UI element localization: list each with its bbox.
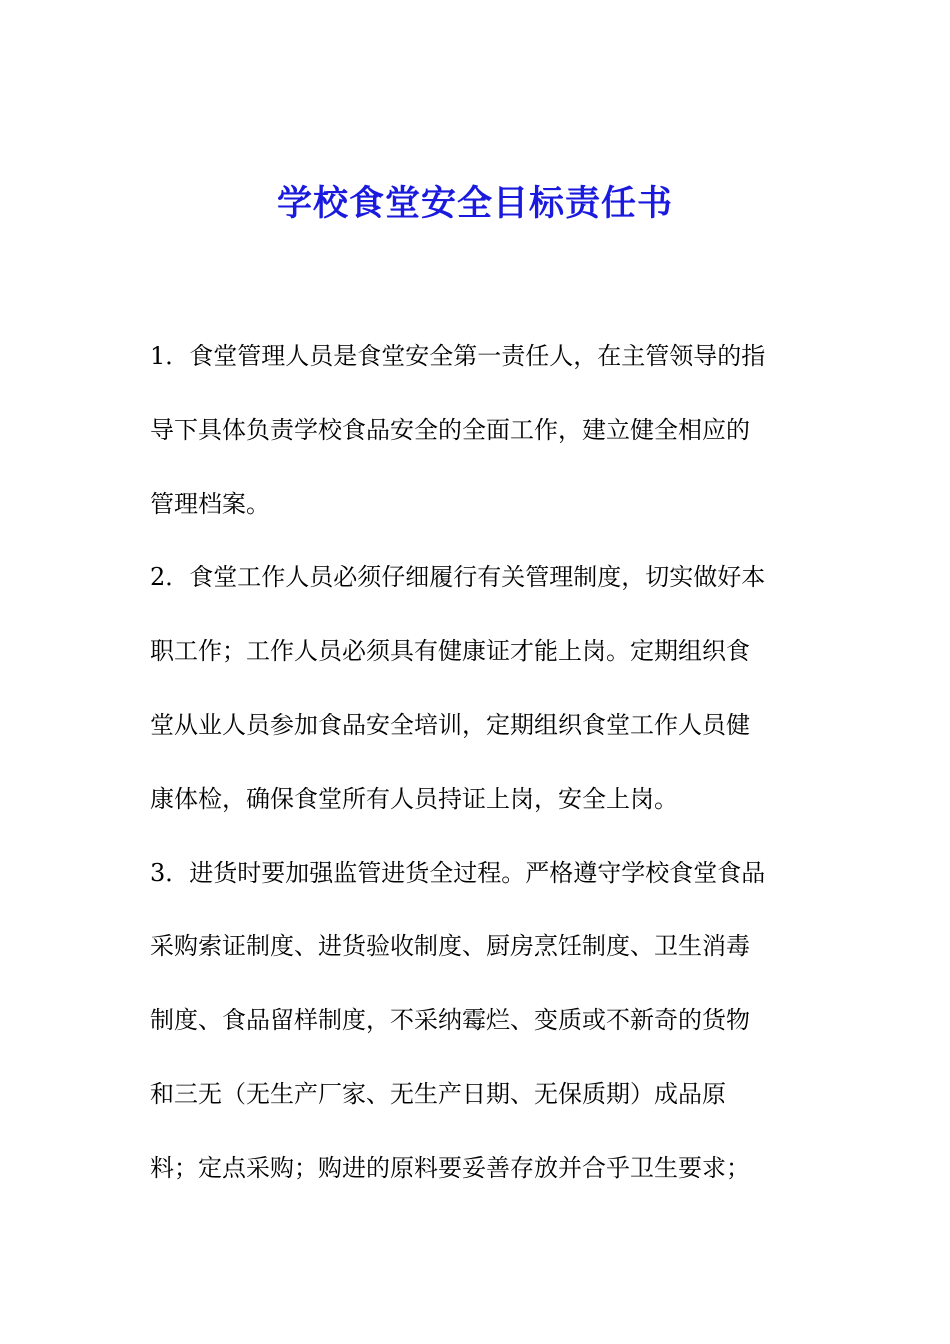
body-line-7: 康体检，确保食堂所有人员持证上岗，安全上岗。 bbox=[150, 784, 678, 813]
body-line-5: 职工作；工作人员必须具有健康证才能上岗。定期组织食 bbox=[150, 637, 750, 666]
body-line-9: 采购索证制度、进货验收制度、厨房烹饪制度、卫生消毒 bbox=[150, 932, 750, 961]
body-line-1: 1．食堂管理人员是食堂安全第一责任人，在主管领导的指 bbox=[150, 342, 766, 370]
body-line-4: 2．食堂工作人员必须仔细履行有关管理制度，切实做好本 bbox=[150, 563, 766, 592]
document-body bbox=[150, 320, 810, 1206]
body-line-12: 料；定点采购；购进的原料要妥善存放并合乎卫生要求； bbox=[150, 1153, 750, 1182]
document-title: 学校食堂安全目标责任书 bbox=[276, 184, 673, 224]
body-line-2: 导下具体负责学校食品安全的全面工作，建立健全相应的 bbox=[150, 415, 750, 444]
body-line-11: 和三无（无生产厂家、无生产日期、无保质期）成品原 bbox=[150, 1079, 726, 1108]
body-line-8: 3．进货时要加强监管进货全过程。严格遵守学校食堂食品 bbox=[150, 858, 766, 887]
body-line-10: 制度、食品留样制度，不采纳霉烂、变质或不新奇的货物 bbox=[150, 1006, 750, 1035]
body-line-3: 管理档案。 bbox=[150, 489, 270, 518]
body-line-6: 堂从业人员参加食品安全培训，定期组织食堂工作人员健 bbox=[150, 710, 750, 739]
